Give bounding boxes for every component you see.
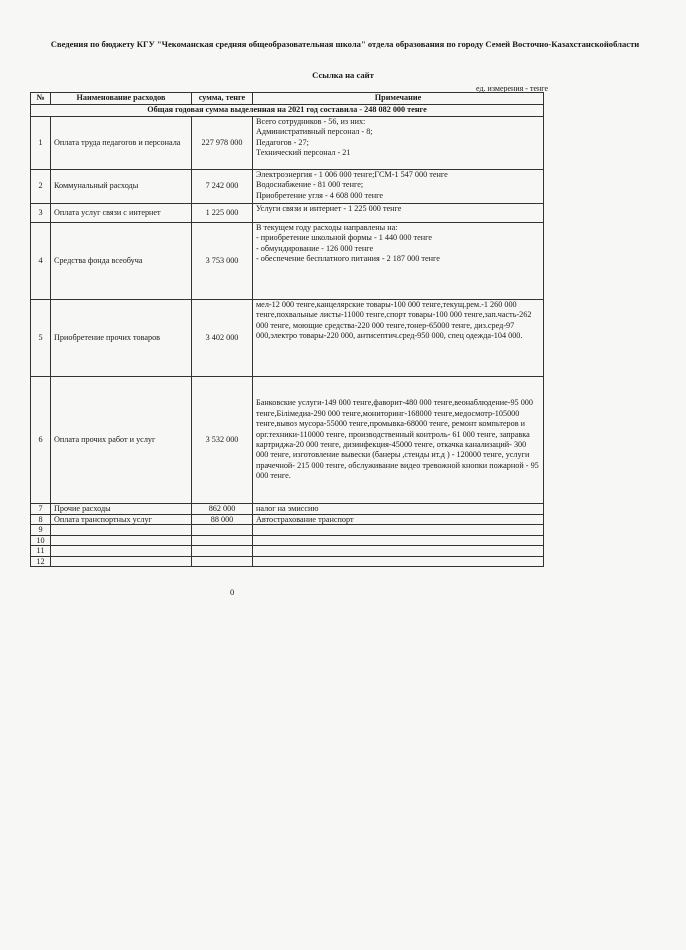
- table-header-row: [31, 93, 544, 105]
- col-header-note: Примечание: [253, 93, 544, 105]
- col-header-amount: сумма, тенге: [192, 93, 253, 105]
- note-line: Банковские услуги-149 000 тенге,фаворит-480 000 тенге,веонаблюдение-95 000 тенге,Білімедиа-290 000 тенге,мониторинг-168000 тенге,медосмотр-105000 тенге,вывоз мусора-55000 тенге,промывка-68000 тенге, ремонт компьтеров и орг.техники-110000 тенге, производственный контроль- 61 000 тенге, заправка картриджа-20 000 тенге, дизинфекция-45000 тенге, откачка канализаций- 300 000 тенге, изготовление вывески (банеры ,стенды ит.д ) - 120000 тенге, услуги прачечной- 215 000 тенге, обслуживание видео тревожной кнопки пожарной - 95 000 тенге.: [256, 398, 539, 481]
- note-line: Всего сотрудников - 56, из них:: [256, 117, 366, 126]
- expense-note: [253, 535, 544, 546]
- expense-amount: [192, 556, 253, 567]
- total-text: Общая годовая сумма выделенная на 2021 год составила - 248 082 000 тенге: [31, 105, 544, 117]
- page-mark: 0: [230, 587, 235, 597]
- table-row: [31, 117, 544, 170]
- note-line: Электроэнергия - 1 006 000 тенге;ГСМ-1 547 000 тенге: [256, 170, 448, 179]
- table-row: [31, 170, 544, 204]
- expense-name: [51, 556, 192, 567]
- table-row: [31, 223, 544, 300]
- expense-name: Средства фонда всеобуча: [51, 223, 192, 300]
- row-number: 6: [31, 377, 51, 504]
- note-line: Приобретение угля - 4 608 000 тенге: [256, 190, 384, 200]
- expense-name: [51, 535, 192, 546]
- row-number: 2: [31, 170, 51, 204]
- table-row: [31, 377, 544, 504]
- note-line: Технический персонал - 21: [256, 148, 351, 158]
- note-line: налог на эмиссию: [256, 504, 319, 513]
- expense-amount: 227 978 000: [192, 117, 253, 170]
- note-line: мел-12 000 тенге,канцелярские товары-100 000 тенге,текущ.рем.-1 260 000 тенге,похвальные листы-11000 тенге,спорт товары-100 000 тенге,зап.часть-262 000 тенге, моющие средства-220 000 тенге,тонер-65000 тенге, диз.сред-97 000,электро товары-220 000, антисептич.сред-950 000, спец одежда-104 000.: [256, 300, 532, 341]
- expense-name: Коммунальный расходы: [51, 170, 192, 204]
- expense-amount: [192, 525, 253, 536]
- note-line: - приобретение школьной формы - 1 440 000 тенге: [256, 233, 432, 243]
- note-line: Услуги связи и интернет - 1 225 000 тенге: [256, 204, 402, 213]
- note-line: - обмундирование - 126 000 тенге: [256, 243, 374, 253]
- expense-note: [253, 504, 544, 515]
- table-row: [31, 556, 544, 567]
- expense-amount: 3 532 000: [192, 377, 253, 504]
- expense-amount: [192, 535, 253, 546]
- table-row: [31, 546, 544, 557]
- expense-amount: 1 225 000: [192, 204, 253, 223]
- table-row: [31, 525, 544, 536]
- row-number: 7: [31, 504, 51, 515]
- col-header-num: №: [31, 93, 51, 105]
- table-row: [31, 300, 544, 377]
- expense-amount: 862 000: [192, 504, 253, 515]
- expense-note: [253, 546, 544, 557]
- expense-note: [253, 556, 544, 567]
- expense-note: [253, 525, 544, 536]
- expense-name: Приобретение прочих товаров: [51, 300, 192, 377]
- expense-amount: 3 402 000: [192, 300, 253, 377]
- expense-note: [253, 300, 544, 377]
- row-number: 10: [31, 535, 51, 546]
- note-line: Автострахование транспорт: [256, 514, 354, 524]
- note-line: - обеспечение бесплатного питания - 2 187 000 тенге: [256, 254, 440, 264]
- table-row: [31, 504, 544, 515]
- expense-amount: 88 000: [192, 514, 253, 525]
- units-label: ед. измерения - тенге: [476, 84, 548, 93]
- expense-name: [51, 546, 192, 557]
- table-row: [31, 204, 544, 223]
- expense-name: Оплата труда педагогов и персонала: [51, 117, 192, 170]
- expense-amount: 3 753 000: [192, 223, 253, 300]
- row-number: 1: [31, 117, 51, 170]
- site-link-label: Ссылка на сайт: [312, 70, 374, 80]
- row-number: 5: [31, 300, 51, 377]
- total-row: [31, 105, 544, 117]
- expense-amount: 7 242 000: [192, 170, 253, 204]
- document-title: Сведения по бюджету КГУ "Чекоманская средняя общеобразовательная школа" отдела образования по городу Семей Восточно-Казахстанскойобласти: [50, 39, 640, 49]
- expense-note: [253, 204, 544, 223]
- row-number: 9: [31, 525, 51, 536]
- expense-amount: [192, 546, 253, 557]
- row-number: 3: [31, 204, 51, 223]
- col-header-name: Наименование расходов: [51, 93, 192, 105]
- expense-name: Оплата транспортных услуг: [51, 514, 192, 525]
- expense-name: Оплата услуг связи с интернет: [51, 204, 192, 223]
- expense-name: Оплата прочих работ и услуг: [51, 377, 192, 504]
- row-number: 4: [31, 223, 51, 300]
- row-number: 11: [31, 546, 51, 557]
- expense-note: [253, 514, 544, 525]
- expense-name: [51, 525, 192, 536]
- expense-note: [253, 223, 544, 300]
- row-number: 8: [31, 514, 51, 525]
- note-line: Водоснабжение - 81 000 тенге;: [256, 180, 364, 190]
- table-row: [31, 514, 544, 525]
- expense-name: Прочие расходы: [51, 504, 192, 515]
- expense-note: [253, 377, 544, 504]
- expense-note: [253, 117, 544, 170]
- row-number: 12: [31, 556, 51, 567]
- expense-note: [253, 170, 544, 204]
- note-line: В текущем году расходы направлены на:: [256, 223, 398, 232]
- table-row: [31, 535, 544, 546]
- note-line: Педагогов - 27;: [256, 137, 309, 147]
- budget-table: [30, 92, 544, 567]
- note-line: Административный персонал - 8;: [256, 127, 373, 137]
